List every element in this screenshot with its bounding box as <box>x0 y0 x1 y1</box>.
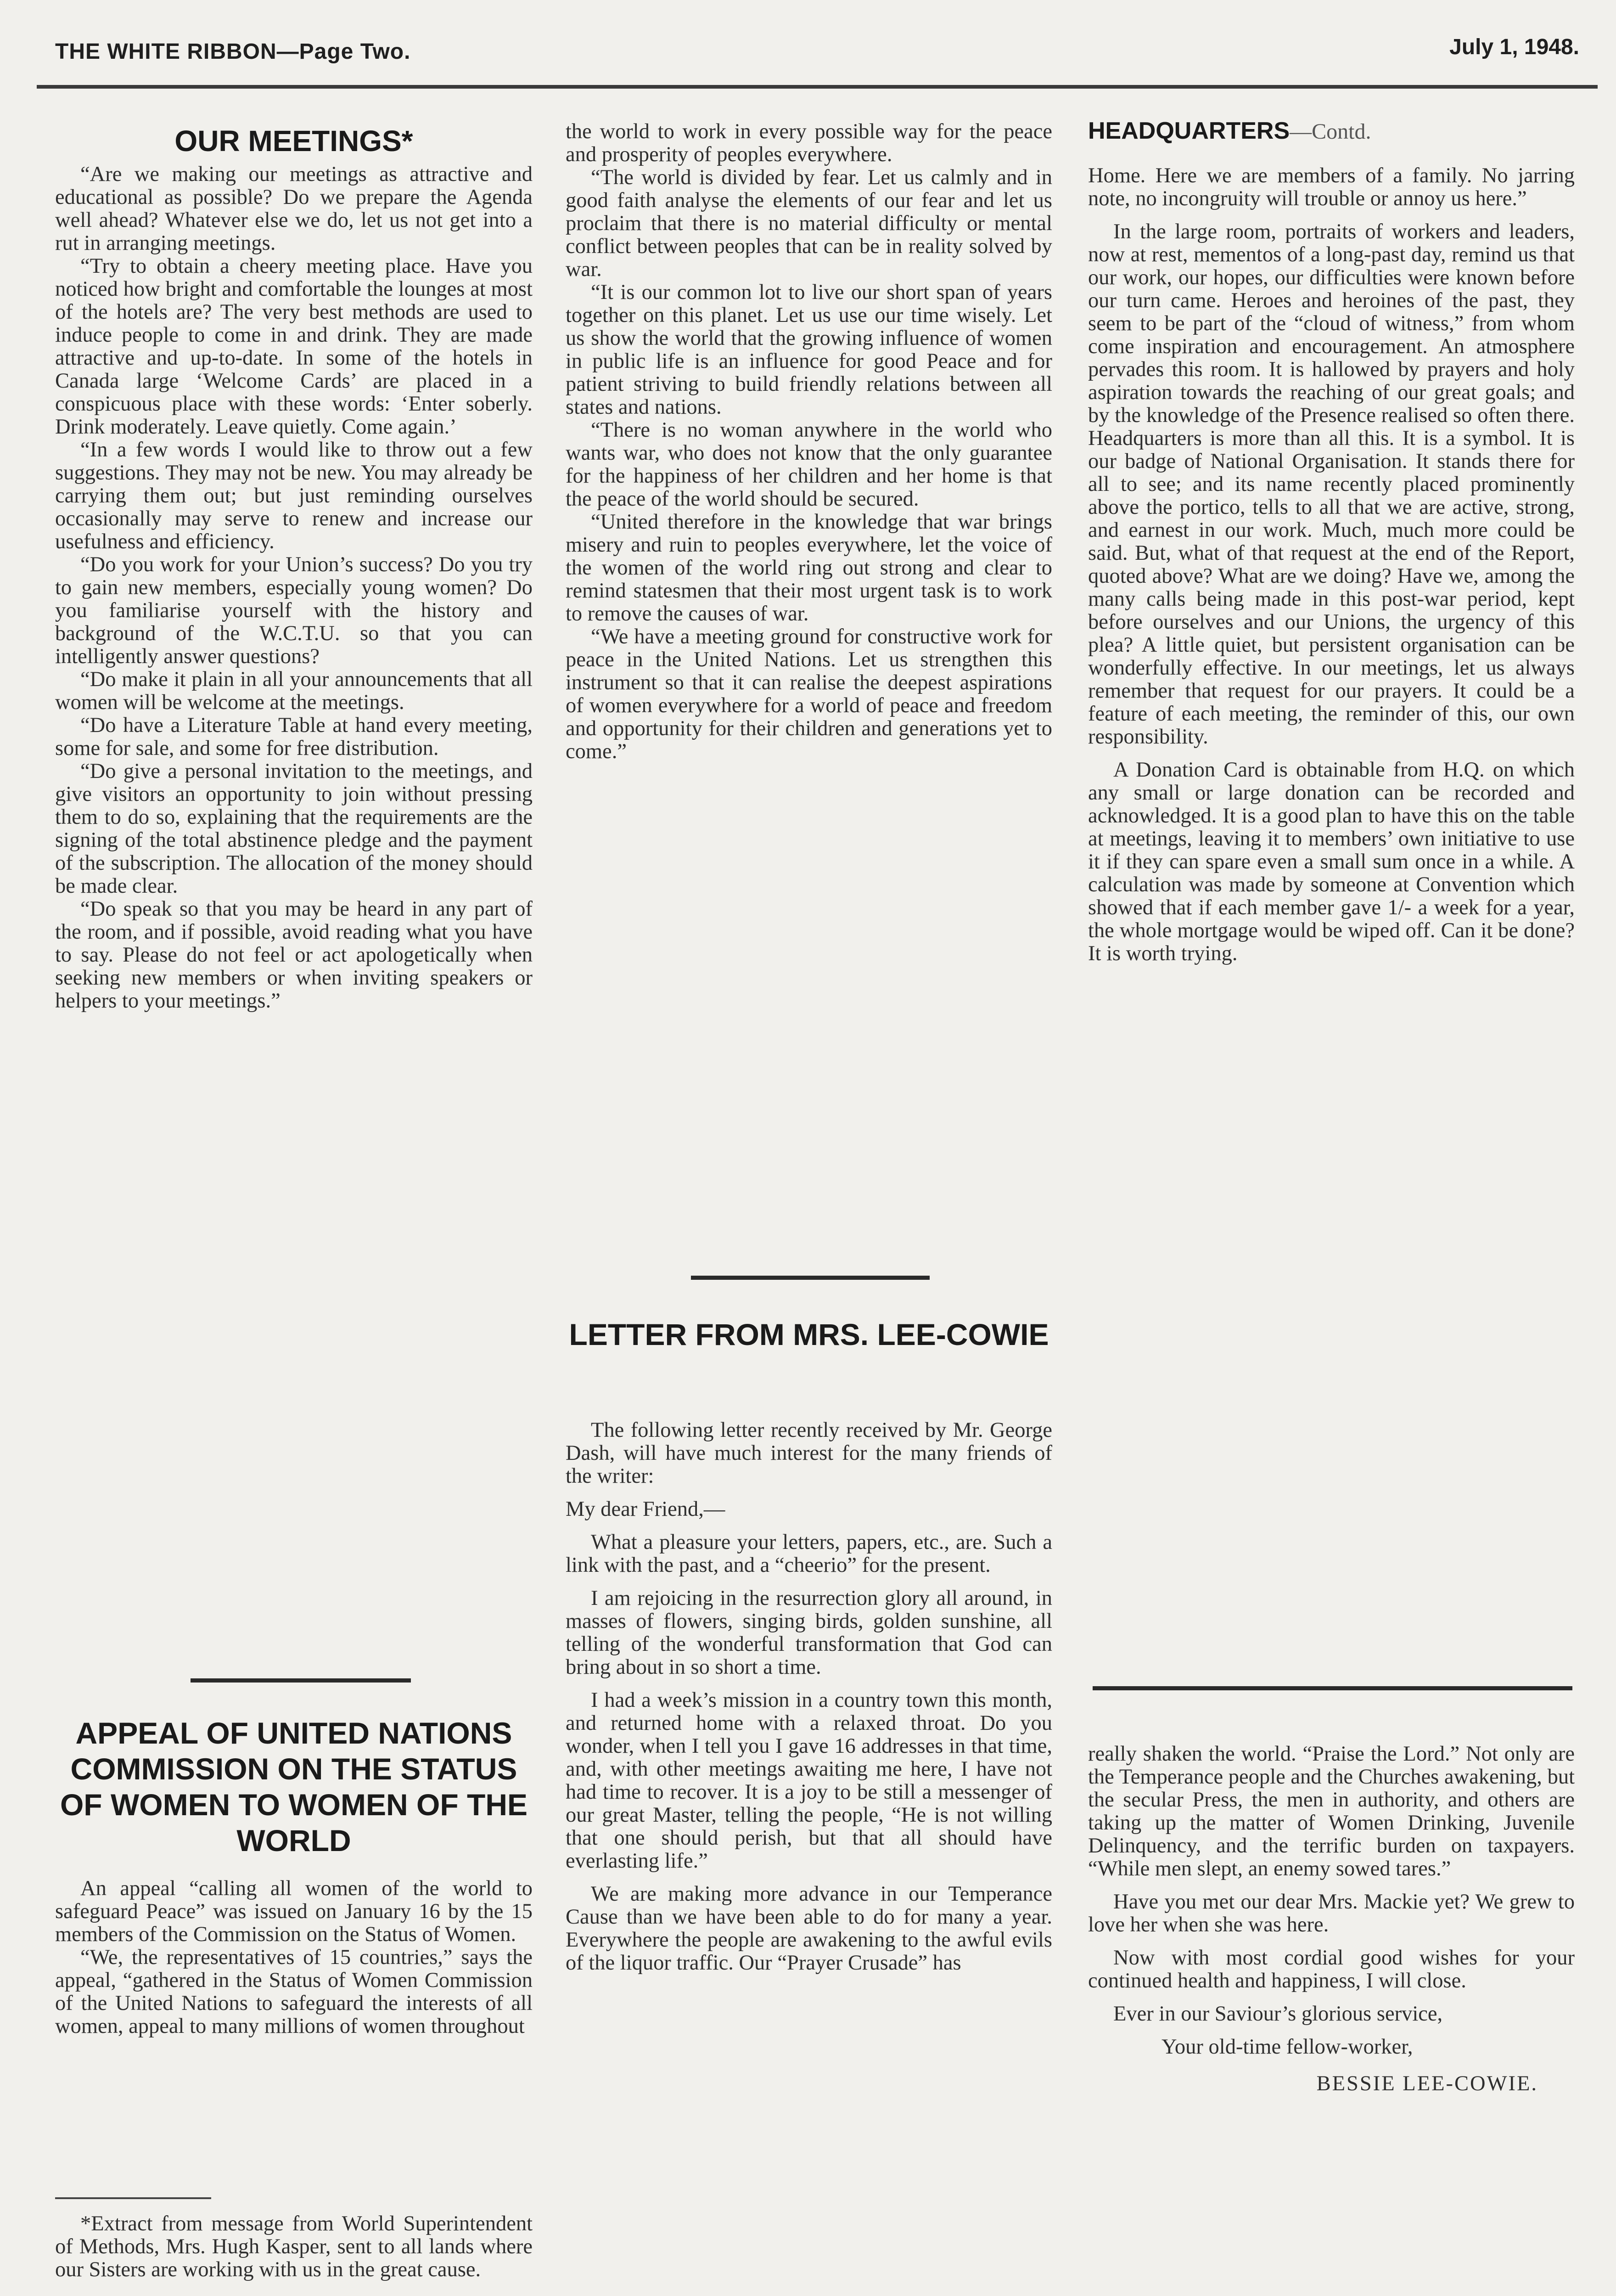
paragraph: “Do you work for your Union’s success? Do you try to gain new members, especially young women? Do you familiarise yourself with the history and background of the W.C.T.U. so that you can intelligently answer questions? <box>55 553 533 668</box>
issue-date: July 1, 1948. <box>1449 35 1579 59</box>
signature: BESSIE LEE-COWIE. <box>1316 2072 1538 2095</box>
paragraph: “In a few words I would like to throw out a few suggestions. They may not be new. You may already be carrying them out; but just reminding ourselves occasionally may serve to renew and increase our usefulness and efficiency. <box>55 438 533 553</box>
paragraph: A Donation Card is obtainable from H.Q. on which any small or large donation can be recorded and acknowledged. It is a good plan to have this on the table at meetings, leaving it to members’ own initiative to use it if they can spare even a small sum once in a while. A calculation was made by someone at Convention which showed that if each member gave 1/- a week for a year, the whole mortgage would be wiped off. Can it be done? It is worth trying. <box>1088 758 1575 965</box>
paragraph: In the large room, portraits of workers and leaders, now at rest, mementos of a long-past day, remind us that our work, our hopes, our difficulties were known before our turn came. Heroes and heroines of the past, they seem to be part of the “cloud of witness,” from whom come inspiration and encouragement. An atmosphere pervades this room. It is hallowed by prayers and holy aspiration towards the reaching of our great goals; and by the knowledge of the Presence realised so often there. Headquarters is more than all this. It is a symbol. It is our badge of National Organisation. It stands there for all to see; and its name recently placed prominently above the portico, tells to all that we are active, strong, and earnest in our work. Much, much more could be said. But, what of that request at the end of the Report, quoted above? What are we doing? Have we, among the many calls being made in this post-war period, kept before ourselves and our Unions, the urgency of this plea? A little quiet, but persistent organisation can be wonderfully effective. In our meetings, let us always remember that request for our prayers. It could be a feature of each meeting, the reminder of this, our own responsibility. <box>1088 220 1575 748</box>
footnote <box>55 2212 533 2281</box>
appeal-article <box>55 1877 533 2038</box>
footnote-rule <box>55 2197 211 2199</box>
headquarters-heading <box>1088 117 1371 145</box>
appeal-article-continued <box>566 120 1052 763</box>
paragraph: “It is our common lot to live our short span of years together on this planet. Let us use our time wisely. Let us show the world that the growing influence of women in public life is an influence for good Peace and for patient striving to build friendly relations between all states and nations. <box>566 281 1052 419</box>
headquarters-article <box>1088 164 1575 965</box>
paragraph: “We have a meeting ground for constructive work for peace in the United Nations. Let us strengthen this instrument so that it can realise the deepest aspirations of women everywhere for a world of peace and freedom and opportunity for their children and generations yet to come.” <box>566 625 1052 763</box>
paragraph: “Try to obtain a cheery meeting place. Have you noticed how bright and comfortable the lounges at most of the hotels are? The very best methods are used to induce people to come in and drink. They are made attractive and up-to-date. In some of the hotels in Canada large ‘Welcome Cards’ are placed in a conspicuous place with these words: ‘Enter soberly. Drink moderately. Leave quietly. Come again.’ <box>55 254 533 439</box>
paragraph: The following letter recently received by Mr. George Dash, will have much interest for the many friends of the writer: <box>566 1418 1052 1488</box>
paragraph: “Do make it plain in all your announcements that all women will be welcome at the meetings. <box>55 668 533 714</box>
paragraph: Ever in our Saviour’s glorious service, <box>1113 2002 1443 2026</box>
paragraph: Home. Here we are members of a family. No jarring note, no incongruity will trouble or annoy us here.” <box>1088 164 1575 210</box>
paragraph: An appeal “calling all women of the world to safeguard Peace” was issued on January 16 by the 15 members of the Commission on the Status of Women. <box>55 1877 533 1946</box>
letter-article <box>566 1419 1052 1975</box>
appeal-heading: APPEAL OF UNITED NATIONS COMMISSION ON THE STATUS OF WOMEN TO WOMEN OF THE WORLD <box>60 1716 528 1857</box>
running-title: THE WHITE RIBBON—Page Two. <box>55 39 411 64</box>
salutation: My dear Friend,— <box>566 1497 725 1521</box>
section-divider <box>1093 1686 1572 1690</box>
our-meetings-article <box>55 163 533 1013</box>
section-divider <box>191 1678 411 1683</box>
closing: Your old-time fellow-worker, <box>1162 2035 1413 2059</box>
letter-article-continued <box>1088 1743 1575 2095</box>
page-header <box>55 32 1579 78</box>
paragraph: Have you met our dear Mrs. Mackie yet? We grew to love her when she was here. <box>1088 1890 1575 1936</box>
paragraph: What a pleasure your letters, papers, etc., are. Such a link with the past, and a “cheerio” for the present. <box>566 1531 1052 1577</box>
letter-heading: LETTER FROM MRS. LEE-COWIE <box>569 1317 1049 1351</box>
paragraph: “The world is divided by fear. Let us calmly and in good faith analyse the elements of our fear and let us proclaim that there is no material difficulty or mental conflict between peoples that can be in reality solved by war. <box>566 166 1052 281</box>
paragraph: We are making more advance in our Temperance Cause than we have been able to do for many a year. Everywhere the people are awakening to the awful evils of the liquor traffic. Our “Prayer Crusade” has <box>566 1882 1052 1975</box>
paragraph: I had a week’s mission in a country town this month, and returned home with a relaxed throat. Do you wonder, when I tell you I gave 16 addresses in that time, and, with other meetings awaiting me here, I have not had time to recover. It is a joy to be still a messenger of our great Master, telling the people, “He is not willing that one should perish, but that all should have everlasting life.” <box>566 1688 1052 1873</box>
headquarters-title: HEADQUARTERS <box>1088 118 1290 144</box>
paragraph: “United therefore in the knowledge that war brings misery and ruin to peoples everywhere, let the voice of the women of the world ring out strong and clear to remind statesmen that their most urgent task is to work to remove the causes of war. <box>566 510 1052 625</box>
paragraph: “There is no woman anywhere in the world who wants war, who does not know that the only guarantee for the happiness of her children and her home is that the peace of the world should be secured. <box>566 418 1052 511</box>
contd-label: —Contd. <box>1290 119 1371 144</box>
paragraph: “Do speak so that you may be heard in any part of the room, and if possible, avoid reading what you have to say. Please do not feel or act apologetically when seeking new members or when inviting speakers or helpers to your meetings.” <box>55 897 533 1013</box>
paragraph: “Are we making our meetings as attractive and educational as possible? Do we prepare the Agenda well ahead? Whatever else we do, let us not get into a rut in arranging meetings. <box>55 163 533 255</box>
paragraph: “Do have a Literature Table at hand every meeting, some for sale, and some for free distribution. <box>55 714 533 760</box>
header-rule <box>37 85 1598 89</box>
paragraph: I am rejoicing in the resurrection glory all around, in masses of flowers, singing birds, golden sunshine, all telling of the wonderful transformation that God can bring about in so short a time. <box>566 1587 1052 1679</box>
paragraph: really shaken the world. “Praise the Lord.” Not only are the Temperance people and the Churches awakening, but the secular Press, the men in authority, and others are taking up the matter of Women Drinking, Juvenile Delinquency, and the terrific burden on taxpayers. “While men slept, an enemy sowed tares.” <box>1088 1742 1575 1880</box>
section-divider <box>691 1276 930 1280</box>
paragraph: Now with most cordial good wishes for your continued health and happiness, I will close. <box>1088 1946 1575 1992</box>
paragraph: the world to work in every possible way for the peace and prosperity of peoples everywhere. <box>566 120 1052 166</box>
paragraph: “We, the representatives of 15 countries,” says the appeal, “gathered in the Status of Women Commission of the United Nations to safeguard the interests of all women, appeal to many millions of women throughout <box>55 1946 533 2038</box>
paragraph: “Do give a personal invitation to the meetings, and give visitors an opportunity to join without pressing them to do so, explaining that the requirements are the signing of the total abstinence pledge and the payment of the subscription. The allocation of the money should be made clear. <box>55 760 533 898</box>
our-meetings-heading: OUR MEETINGS* <box>174 124 413 158</box>
footnote-text: *Extract from message from World Superintendent of Methods, Mrs. Hugh Kasper, sent to all lands where our Sisters are working with us in the great cause. <box>55 2212 533 2281</box>
